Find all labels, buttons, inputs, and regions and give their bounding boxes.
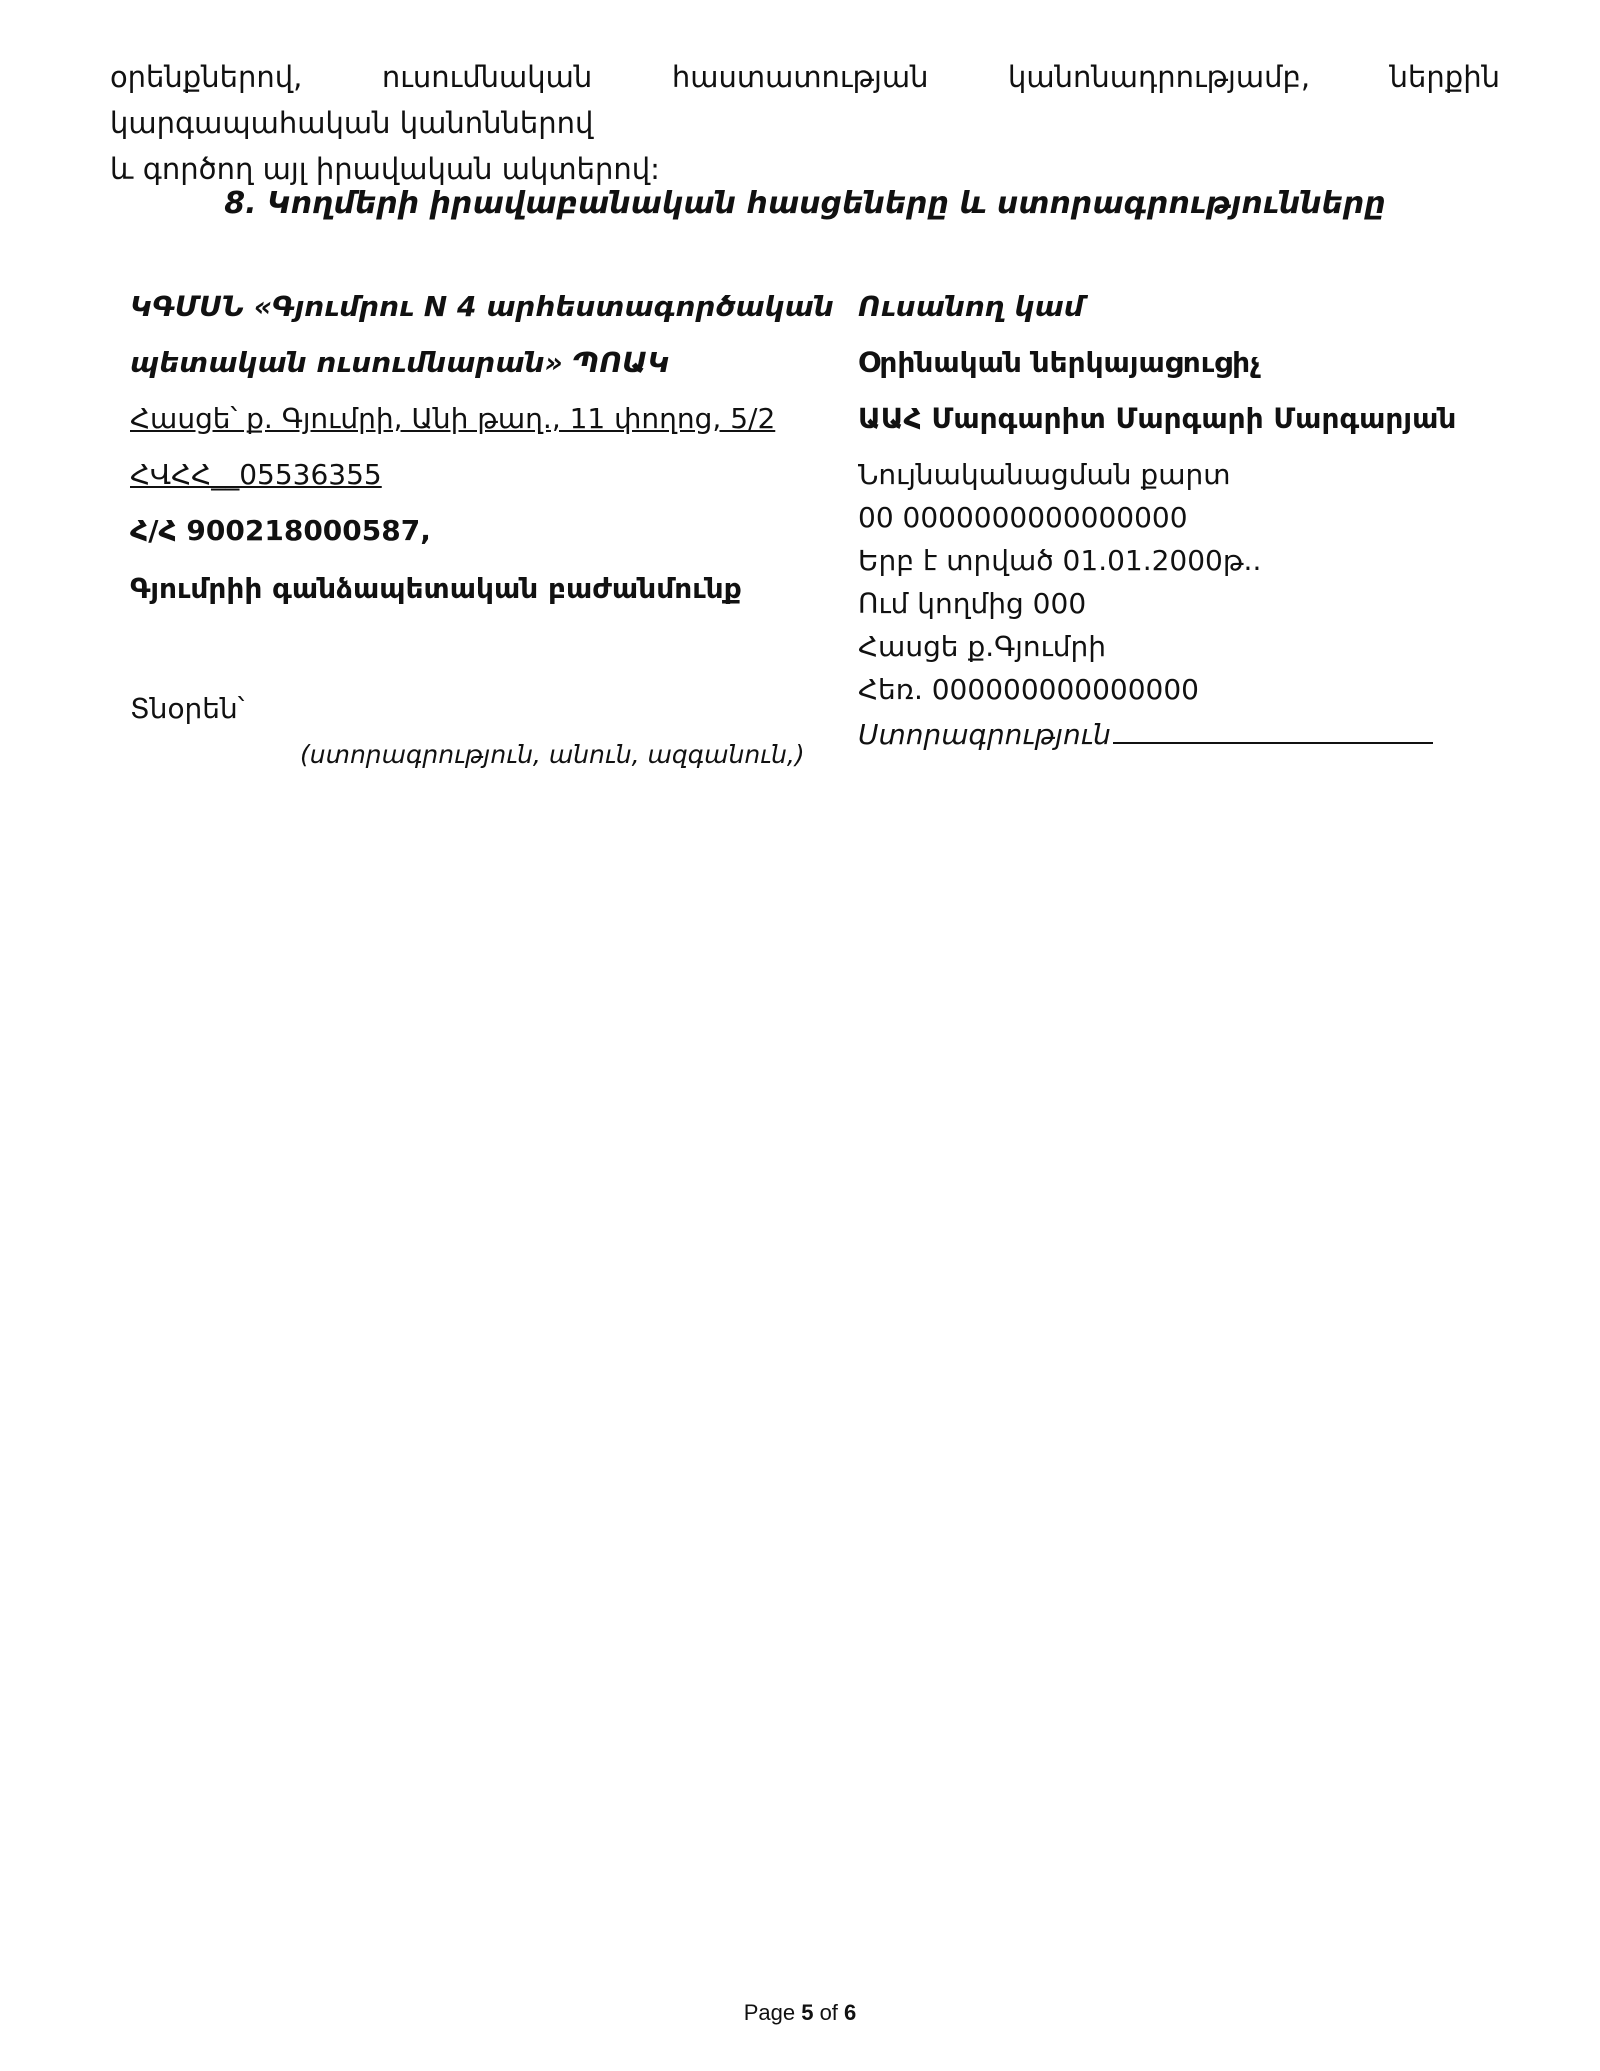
footer-of: of (813, 2000, 845, 2025)
school-tin: ՀՎՀՀ__05536355 (130, 458, 382, 491)
footer-current-page: 5 (801, 2000, 814, 2025)
student-role-line-1: Ուսանող կամ (858, 290, 1084, 323)
student-signature-row (858, 716, 1433, 751)
page-footer (0, 2000, 1600, 2026)
id-issued-by: Ում կողմից 000 (858, 587, 1087, 620)
footer-prefix: Page (743, 2000, 802, 2025)
director-label: Տնօրեն՝ (130, 692, 245, 725)
student-full-name: ԱԱՀ Մարգարիտ Մարգարի Մարգարյան (858, 402, 1457, 435)
footer-total-pages: 6 (844, 2000, 857, 2025)
signature-line (1113, 716, 1433, 744)
school-account: Հ/Հ 900218000587, (130, 514, 431, 547)
student-phone: Հեռ. 000000000000000 (858, 673, 1199, 706)
intro-line-2: և գործող այլ իրավական ակտերով: (110, 152, 660, 186)
school-bank: Գյումրիի գանձապետական բաժանմունք (130, 572, 742, 605)
id-issued-date: Երբ է տրված 01.01.2000թ.. (858, 544, 1262, 577)
intro-line-1: օրենքներով, ուսումնական հաստատության կանոնադրությամբ, ներքին կարգապահական կանոններով (110, 60, 1500, 140)
school-address: Հասցե՝ ք. Գյումրի, Անի թաղ., 11 փողոց, 5/2 (130, 402, 776, 435)
org-name-line-2: պետական ուսումնարան» ՊՈԱԿ (130, 346, 670, 379)
signature-note: (ստորագրություն, անուն, ազգանուն,) (300, 740, 805, 769)
student-address: Հասցե ք.Գյումրի (858, 630, 1107, 663)
intro-paragraph (110, 54, 1500, 192)
signature-label: Ստորագրություն (858, 718, 1111, 751)
id-card-label: Նույնականացման քարտ (858, 458, 1231, 491)
student-role-line-2: Օրինական ներկայացուցիչ (858, 346, 1261, 379)
org-name-line-1: ԿԳՄՍՆ «Գյումրու N 4 արհեստագործական (130, 290, 834, 323)
section-heading: 8. Կողմերի իրավաբանական հասցեները և ստորագրությունները (224, 186, 1386, 221)
id-card-number: 00 0000000000000000 (858, 501, 1188, 534)
